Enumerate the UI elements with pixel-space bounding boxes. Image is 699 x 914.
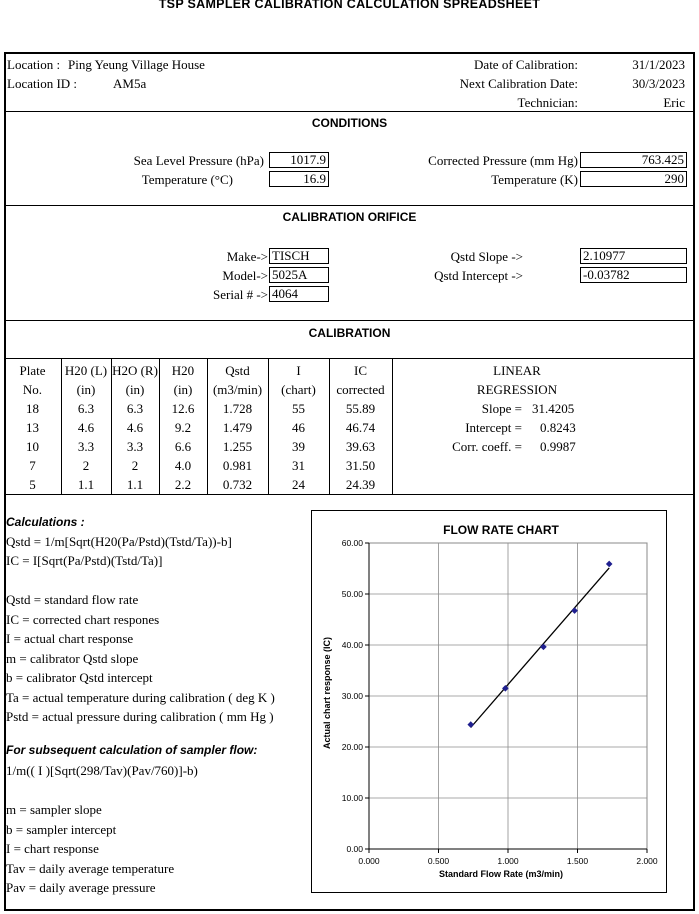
calibration-date-label: Date of Calibration: [474,57,578,72]
qstd-slope-label: Qstd Slope -> [450,249,523,264]
sampler-definition-line: Tav = daily average temperature [6,860,175,876]
table-header-cell: I [296,363,301,378]
formula-ic: IC = I[Sqrt(Pa/Pstd)(Tstd/Ta)] [6,553,163,568]
regression-corr-value: 0.9987 [540,439,576,454]
divider [4,494,695,495]
table-cell: 39.63 [345,439,376,454]
table-cell: 6.3 [126,401,144,416]
table-cell: 3.3 [126,439,144,454]
definition-line: b = calibrator Qstd intercept [6,670,153,685]
table-cell: 13 [26,420,39,435]
model-value: 5025A [269,267,329,283]
table-header-cell: (m3/min) [212,382,263,397]
sampler-definition-line: Pav = daily average pressure [6,880,156,895]
table-cell: 0.981 [222,458,253,473]
y-tick-label: 50.00 [341,589,363,599]
y-tick-label: 30.00 [341,691,363,701]
table-cell: 5 [29,477,36,492]
calculations-heading: Calculations : [6,515,85,529]
table-cell: 0.732 [222,477,253,492]
corrected-pressure-value: 763.425 [580,152,687,168]
table-cell: 4.6 [126,420,144,435]
sea-level-pressure-label: Sea Level Pressure (hPa) [133,153,264,168]
divider [4,111,695,112]
table-cell: 31 [292,458,305,473]
page-title: TSP SAMPLER CALIBRATION CALCULATION SPREADSHEET [158,0,541,11]
table-header-cell: H20 (L) [64,363,108,378]
table-cell: 6.6 [174,439,192,454]
table-header-cell: H2O (R) [112,363,158,378]
table-cell: 1.1 [126,477,144,492]
x-tick-label: 0.500 [427,856,450,866]
table-cell: 55 [292,401,305,416]
table-cell: 24.39 [345,477,376,492]
table-cell: 1.255 [222,439,253,454]
next-calibration-label: Next Calibration Date: [459,76,578,91]
definition-line: Ta = actual temperature during calibration ( deg K ) [6,689,275,705]
chart-grid [369,543,647,849]
table-cell: 6.3 [77,401,95,416]
qstd-intercept-label: Qstd Intercept -> [434,268,523,283]
table-cell: 7 [29,458,36,473]
table-cell: 4.0 [174,458,192,473]
table-cell: 4.6 [77,420,95,435]
x-tick-label: 1.000 [497,856,519,866]
table-cell: 9.2 [174,420,192,435]
definition-line: IC = corrected chart respones [6,611,160,627]
table-cell: 1.728 [222,401,253,416]
qstd-intercept-value: -0.03782 [580,267,687,283]
temperature-c-value: 16.9 [269,171,329,187]
technician-value: Eric [663,95,685,110]
make-label: Make-> [226,249,268,264]
table-cell: 2 [82,458,90,473]
table-header-cell: (chart) [281,382,316,397]
formula-flow: 1/m(( I )[Sqrt(298/Tav)(Pav/760)]-b) [6,763,198,778]
technician-label: Technician: [517,95,578,110]
table-header-cell: corrected [336,382,385,397]
table-cell: 2.2 [174,477,192,492]
table-cell: 12.6 [171,401,195,416]
temperature-k-value: 290 [580,171,687,187]
table-header-cell: IC [354,363,367,378]
y-tick-label: 10.00 [341,793,363,803]
calibration-date-value: 31/1/2023 [632,57,685,72]
table-cell: 46.74 [345,420,376,435]
divider [4,320,695,321]
chart-title: FLOW RATE CHART [443,523,559,537]
make-value: TISCH [269,248,329,264]
qstd-slope-value: 2.10977 [580,248,687,264]
next-calibration-value: 30/3/2023 [632,76,685,91]
serial-label: Serial # -> [213,287,268,302]
location-id-value: AM5a [113,76,147,91]
regression-intercept-value: 0.8243 [540,420,576,435]
regression-slope-value: 31.4205 [532,401,575,416]
table-header-cell: Plate [19,363,46,378]
table-header-cell: (in) [125,382,145,397]
table-cell: 1.479 [222,420,253,435]
table-cell: 24 [292,477,305,492]
location-id-label: Location ID : [7,76,78,91]
y-tick-label: 20.00 [341,742,363,752]
divider [4,358,695,359]
table-header-cell: Qstd [225,363,250,378]
sampler-definition-line: m = sampler slope [6,802,102,817]
chart-x-axis-label: Standard Flow Rate (m3/min) [438,869,564,879]
location-value: Ping Yeung Village House [68,57,205,72]
divider [4,205,695,206]
table-cell: 31.50 [345,458,376,473]
definition-line: Qstd = standard flow rate [6,592,139,607]
x-tick-label: 1.500 [566,856,589,866]
x-tick-label: 0.000 [358,856,380,866]
regression-slope-label: Slope = [481,401,522,416]
temperature-c-label: Temperature (°C) [141,172,233,187]
regression-corr-label: Corr. coeff. = [452,439,522,454]
conditions-heading: CONDITIONS [311,116,388,130]
sampler-definition-line: I = chart response [6,841,99,856]
sampler-definition-line: b = sampler intercept [6,821,117,837]
table-cell: 1.1 [77,477,95,492]
table-cell: 46 [292,420,305,435]
location-label: Location : [7,57,61,72]
regression-heading-2: REGRESSION [476,382,558,397]
orifice-heading: CALIBRATION ORIFICE [282,210,417,224]
y-tick-label: 40.00 [341,640,363,650]
table-header-cell: H20 [171,363,195,378]
table-cell: 18 [26,401,39,416]
regression-intercept-label: Intercept = [465,420,522,435]
regression-heading-1: LINEAR [493,363,541,378]
model-label: Model-> [222,268,268,283]
temperature-k-label: Temperature (K) [491,172,578,187]
definition-line: Pstd = actual pressure during calibration ( mm Hg ) [6,709,274,724]
calibration-heading: CALIBRATION [308,326,391,340]
flow-rate-chart [311,510,667,893]
table-header-cell: (in) [173,382,193,397]
subsequent-heading: For subsequent calculation of sampler flow: [6,743,258,757]
formula-qstd: Qstd = 1/m[Sqrt(H20(Pa/Pstd)(Tstd/Ta))-b] [6,534,232,549]
table-cell: 3.3 [77,439,95,454]
x-tick-label: 2.000 [636,856,658,866]
serial-value: 4064 [269,286,329,302]
table-cell: 39 [292,439,305,454]
definition-line: m = calibrator Qstd slope [6,650,139,666]
sea-level-pressure-value: 1017.9 [269,152,329,168]
table-cell: 55.89 [345,401,376,416]
table-header-cell: (in) [76,382,96,397]
table-cell: 10 [26,439,39,454]
chart-y-axis-label: Actual chart response (IC) [322,636,332,750]
y-tick-label: 60.00 [341,538,363,548]
definition-line: I = actual chart response [6,631,134,646]
table-cell: 2 [131,458,139,473]
table-header-cell: No. [22,382,43,397]
corrected-pressure-label: Corrected Pressure (mm Hg) [428,153,578,168]
y-tick-label: 0.00 [346,844,363,854]
